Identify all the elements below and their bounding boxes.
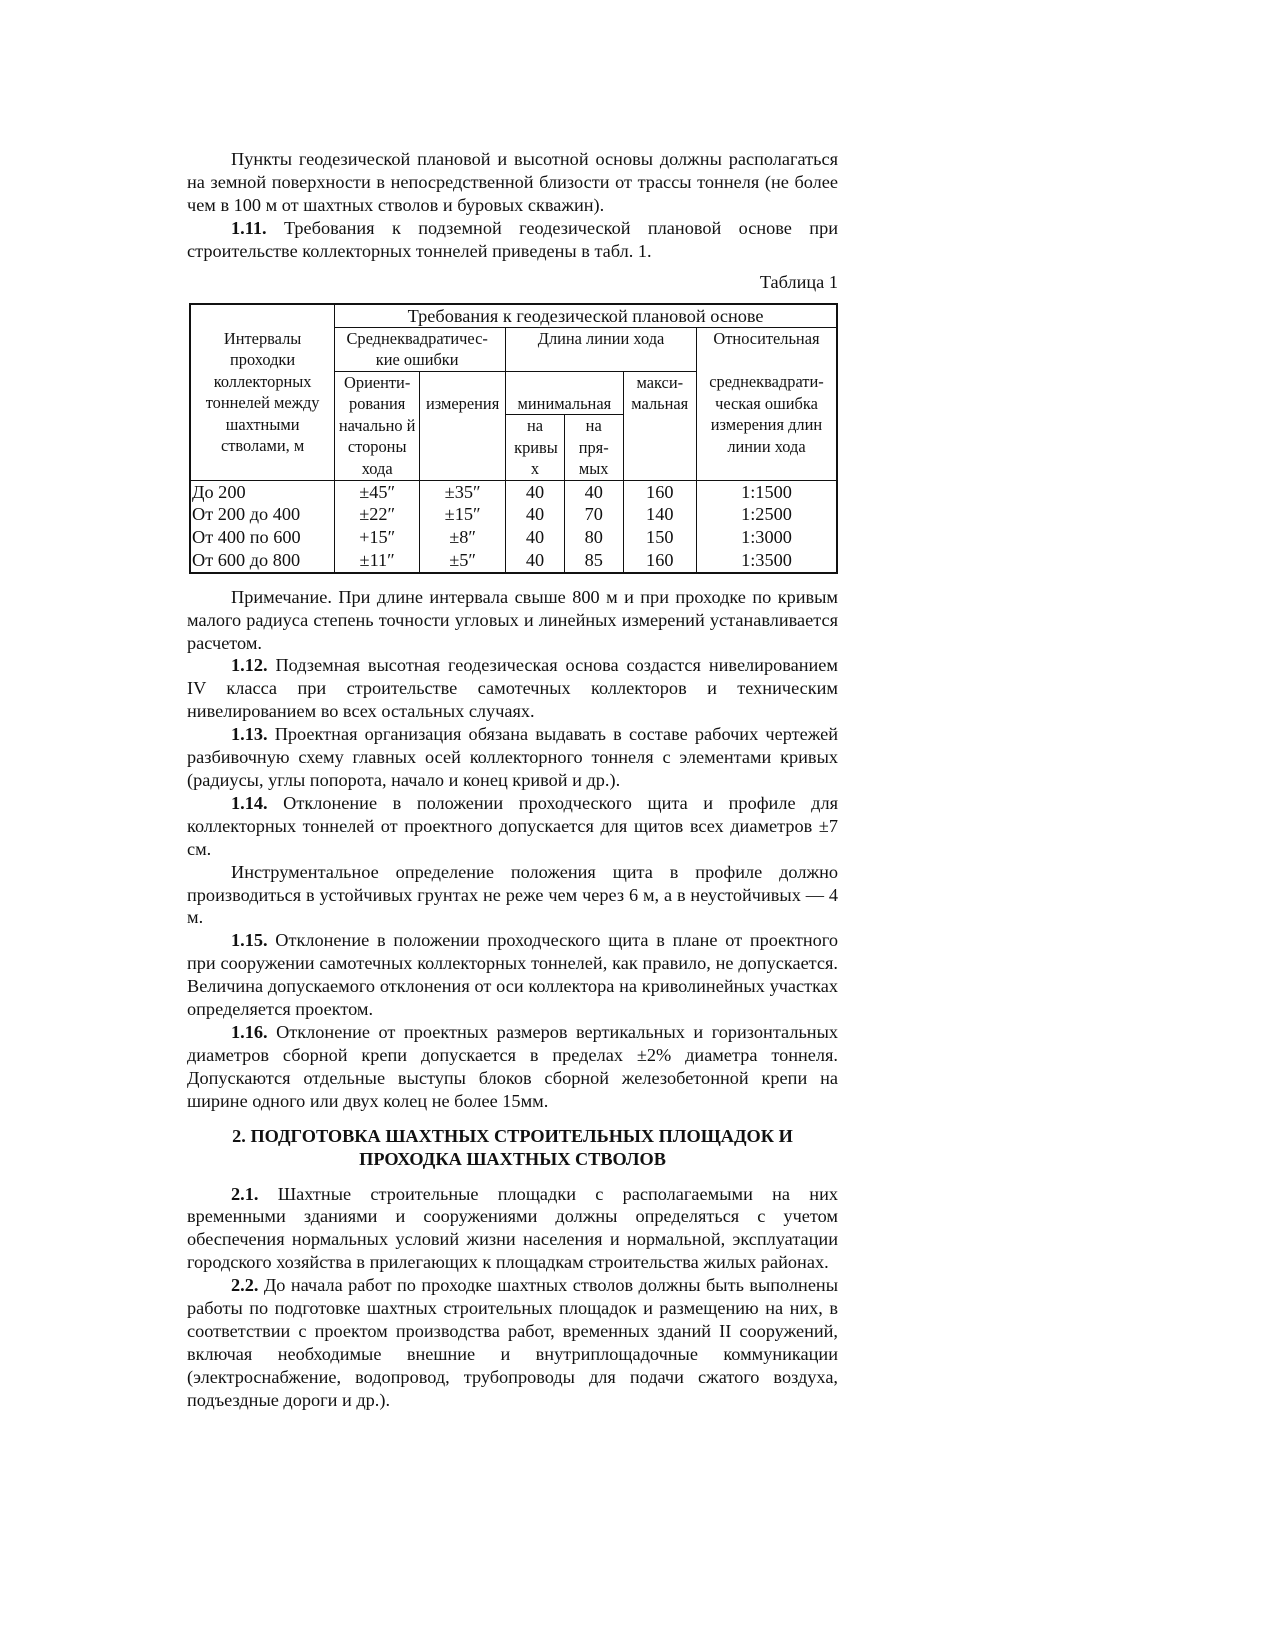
cell-measurement: ±15″	[420, 503, 506, 526]
header-maximal: макси-мальная	[623, 371, 696, 480]
paragraph-1-12	[187, 654, 838, 723]
header-group-title: Требования к геодезической плановой основе	[335, 304, 837, 328]
cell-maximal: 150	[623, 526, 696, 549]
paragraph-1-11	[187, 217, 838, 263]
paragraph-text: Проектная организация обязана выдавать в составе рабочих чертежей разбивочную схему главных осей коллекторного тоннеля с элементами кривых (радиусы, углы попорота, начало и конец кривой и др.).	[187, 724, 838, 790]
header-sq-errors: Среднеквадратичес-кие ошибки	[335, 327, 506, 371]
document-page	[187, 148, 838, 1412]
cell-relative-error: 1:3500	[741, 549, 792, 570]
clause-number: 1.13.	[231, 724, 268, 745]
paragraph-text: Подземная высотная геодезическая основа создастся нивелированием IV класса при строительстве самотечных коллекторов и техническим нивелированием во всех остальных случаях.	[187, 655, 838, 722]
header-on-curves: на кривы х	[506, 415, 565, 481]
cell-measurement: ±35″	[420, 480, 506, 503]
cell-relative-error: 1:3000	[741, 527, 792, 548]
cell-on-curves: 40	[506, 526, 565, 549]
paragraph-text: Требования к подземной геодезической плановой основе при строительстве коллекторных тоннелей приведены в табл. 1.	[187, 217, 838, 261]
header-relative-top: Относительная	[713, 328, 820, 348]
paragraph-1-14	[187, 792, 838, 861]
cell-interval: До 200	[190, 480, 335, 503]
header-interval: Интервалы проходки коллекторных тоннелей между шахтными стволами, м	[190, 304, 335, 481]
paragraph-text: До начала работ по проходке шахтных стволов должны быть выполнены работы по подготовке шахтных строительных площадок и размещению на них, в соответствии с проектом производства работ, временных зданий II сооружений, включая необходимые внешние и внутриплощадочные коммуникации (электроснабжение, водопровод, трубопроводы для подачи сжатого воздуха, подъездные дороги и др.).	[187, 1275, 838, 1410]
table-header	[190, 304, 837, 481]
paragraph-text: Отклонение в положении проходческого щита и профиле для коллекторных тоннелей от проектного допускается для щитов всех диаметров ±7 см.	[187, 792, 838, 859]
header-minimal: минимальная	[506, 371, 623, 415]
header-relative-bottom: среднеквадрати-ческая ошибка измерения длин линии хода	[696, 371, 837, 480]
cell-on-straight: 40	[564, 480, 623, 503]
paragraph-text: Отклонение от проектных размеров вертикальных и горизонтальных диаметров сборной крепи допускается в пределах ±2% диаметра тоннеля. Допускаются отдельные выступы блоков сборной железобетонной крепи на ширине одного или двух колец не более 15мм.	[187, 1021, 838, 1111]
cell-maximal: 160	[623, 549, 696, 573]
clause-number: 2.2.	[231, 1275, 259, 1296]
clause-number: 2.1.	[231, 1183, 259, 1204]
table-row	[190, 503, 837, 526]
table-body	[190, 480, 837, 573]
paragraph-2-2	[187, 1274, 838, 1411]
cell-interval: От 200 до 400	[190, 503, 335, 526]
clause-number: 1.12.	[231, 655, 268, 676]
paragraphs-bottom	[187, 1183, 838, 1412]
paragraph-text: Примечание. При длине интервала свыше 800 м и при проходке по кривым малого радиуса степень точности угловых и линейных измерений устанавливается расчетом.	[187, 586, 838, 653]
clause-number: 1.14.	[231, 792, 268, 813]
cell-orientation: ±22″	[335, 503, 420, 526]
header-line-length: Длина линии хода	[506, 327, 697, 371]
cell-measurement: ±8″	[420, 526, 506, 549]
paragraph-2-1	[187, 1183, 838, 1275]
paragraph-text: Отклонение в положении проходческого щита в плане от проектного при сооружении самотечных коллекторных тоннелей, как правило, не допускается. Величина допускаемого отклонения от оси коллектора на криволинейных участках определяется проектом.	[187, 930, 838, 1020]
table-row	[190, 480, 837, 503]
paragraph-text: Инструментальное определение положения щита в профиле должно производиться в устойчивых грунтах не реже чем через 6 м, а в неустойчивых — 4 м.	[187, 861, 838, 928]
cell-on-curves: 40	[506, 480, 565, 503]
cell-on-curves: 40	[506, 549, 565, 573]
header-measurement: измерения	[420, 371, 506, 480]
paragraphs-top	[187, 148, 838, 263]
cell-on-straight: 70	[564, 503, 623, 526]
section-heading	[187, 1125, 838, 1171]
section-heading-line-2: ПРОХОДКА ШАХТНЫХ СТВОЛОВ	[359, 1148, 666, 1169]
table-row	[190, 526, 837, 549]
clause-number: 1.15.	[231, 930, 268, 951]
cell-maximal: 140	[623, 503, 696, 526]
header-on-straight: на пря-мых	[564, 415, 623, 481]
paragraph	[187, 861, 838, 930]
paragraph-1-13	[187, 723, 838, 792]
cell-relative-error: 1:2500	[741, 504, 792, 525]
cell-on-straight: 80	[564, 526, 623, 549]
cell-relative-error: 1:1500	[741, 481, 792, 502]
cell-on-curves: 40	[506, 503, 565, 526]
cell-orientation: +15″	[335, 526, 420, 549]
cell-interval: От 600 до 800	[190, 549, 335, 573]
clause-number: 1.11.	[231, 217, 267, 238]
cell-orientation: ±45″	[335, 480, 420, 503]
table-caption: Таблица 1	[759, 271, 838, 292]
cell-measurement: ±5″	[420, 549, 506, 573]
cell-maximal: 160	[623, 480, 696, 503]
cell-on-straight: 85	[564, 549, 623, 573]
paragraph-text: Пункты геодезической плановой и высотной основы должны располагаться на земной поверхности в непосредственной близости от трассы тоннеля (не более чем в 100 м от шахтных стволов и буровых скважин).	[187, 149, 838, 215]
section-heading-line-1: 2. ПОДГОТОВКА ШАХТНЫХ СТРОИТЕЛЬНЫХ ПЛОЩАДОК И	[232, 1125, 793, 1146]
paragraph	[187, 148, 838, 217]
paragraph-1-16	[187, 1021, 838, 1113]
clause-number: 1.16.	[231, 1021, 268, 1042]
paragraph-1-15	[187, 929, 838, 1021]
cell-orientation: ±11″	[335, 549, 420, 573]
paragraph-text: Шахтные строительные площадки с располагаемыми на них временными зданиями и сооружениями должны определяться с учетом обеспечения нормальных условий жизни населения и нормальной, эксплуатации городского хозяйства в прилегающих к площадкам строительства жилых районах.	[187, 1183, 838, 1273]
table-row	[190, 549, 837, 573]
requirements-table	[189, 303, 838, 574]
table-note	[187, 586, 838, 655]
paragraphs-mid	[187, 586, 838, 1113]
header-orientation: Ориенти-рования начально й стороны хода	[335, 371, 420, 480]
cell-interval: От 400 по 600	[190, 526, 335, 549]
